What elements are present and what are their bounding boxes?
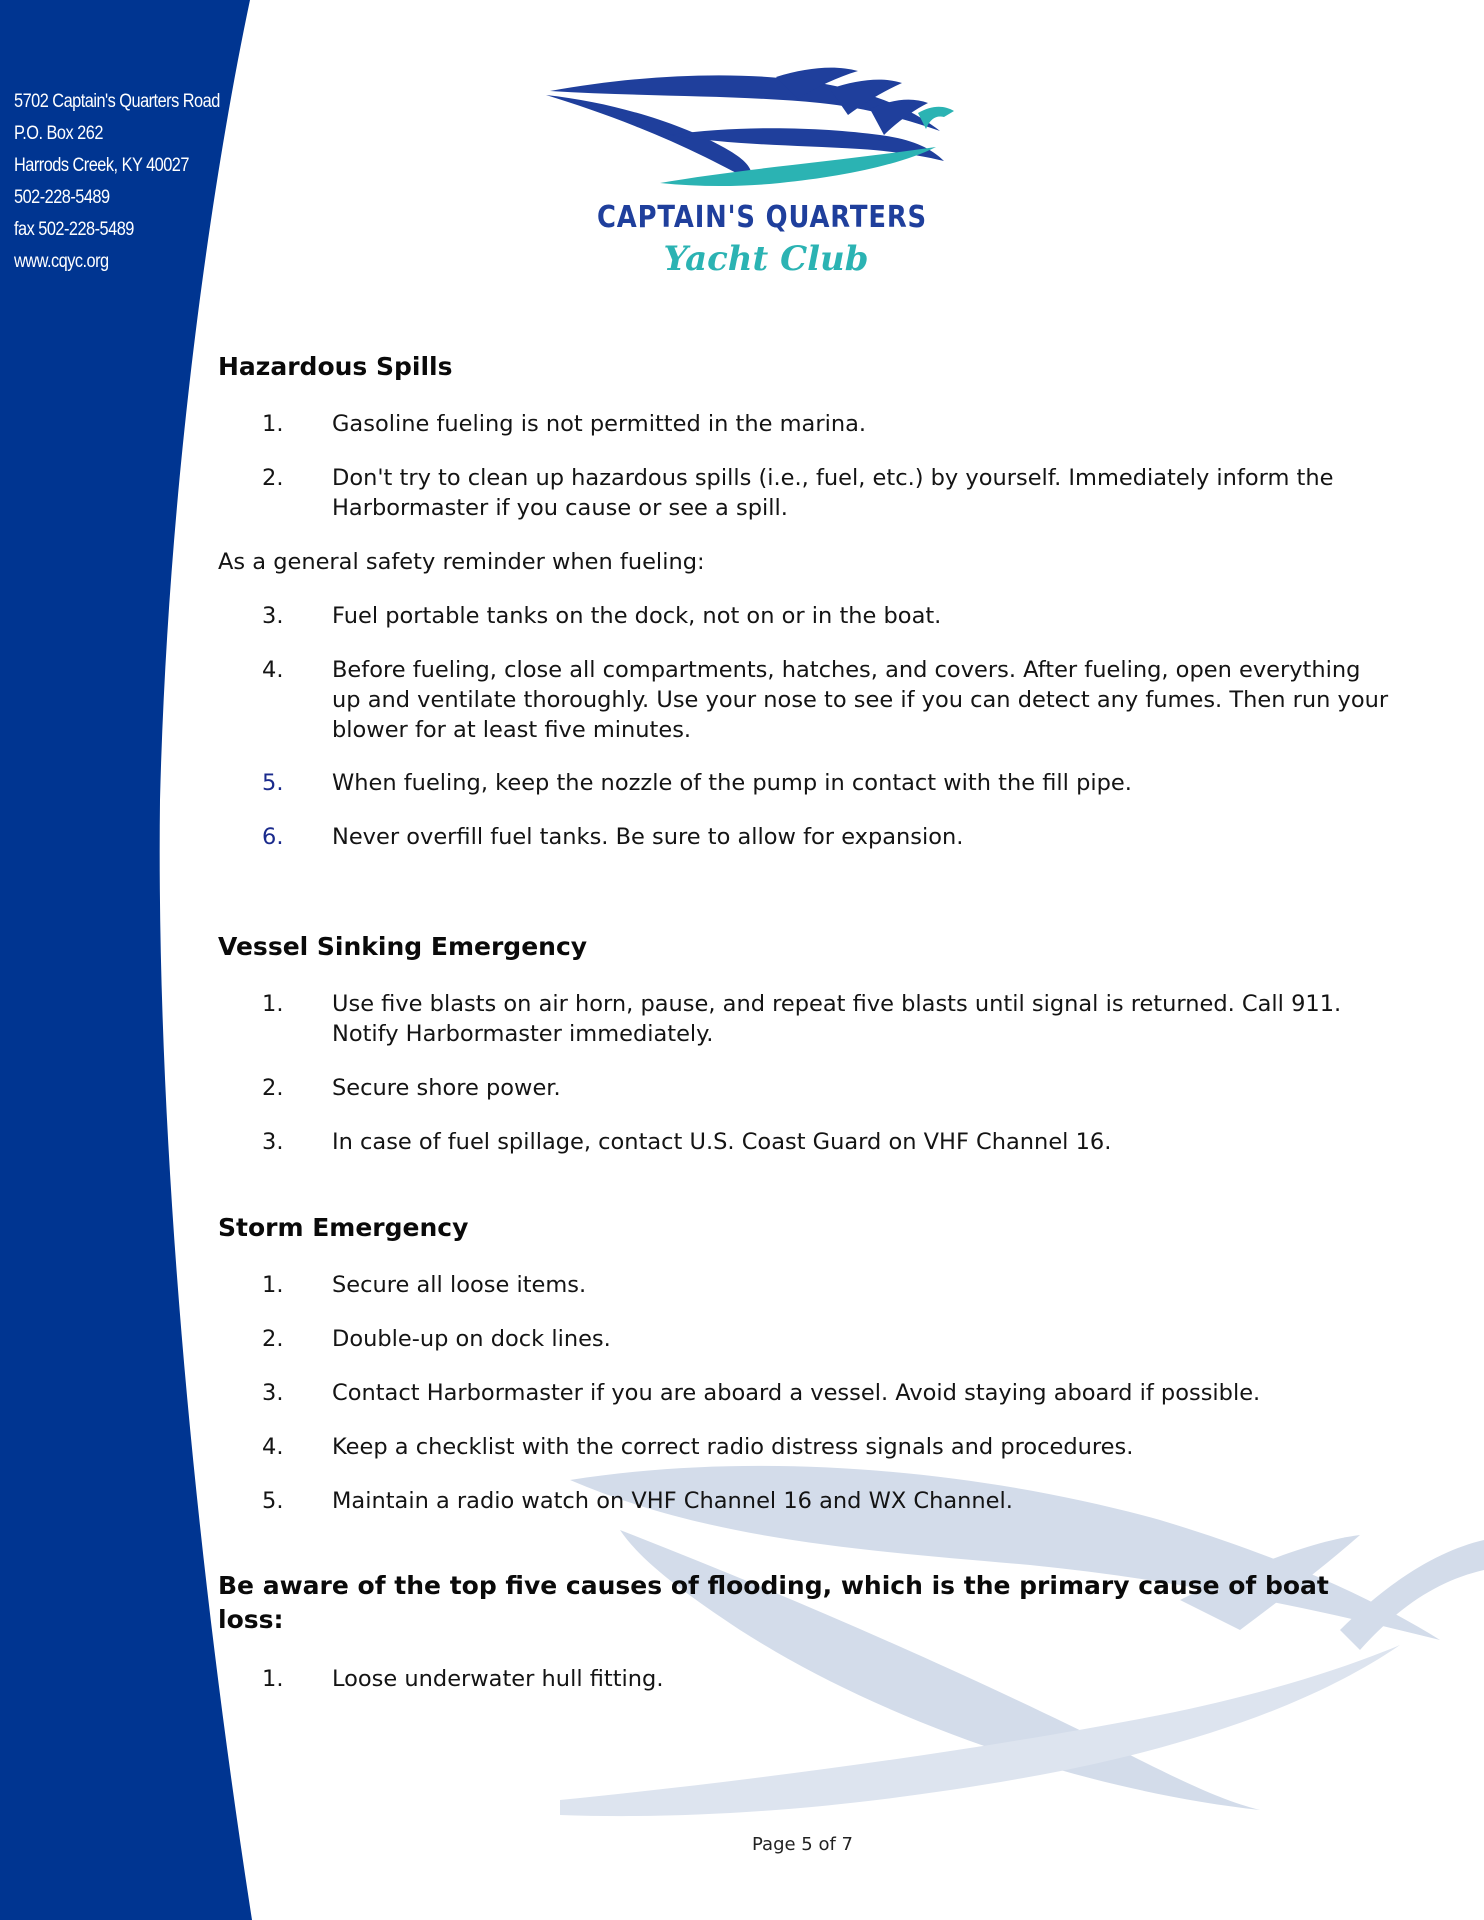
- address-po-box: P.O. Box 262: [14, 123, 103, 144]
- boat-watermark-icon: [560, 1460, 1484, 1860]
- page-number: Page 5 of 7: [752, 1834, 853, 1855]
- logo-line2: Yacht Club: [663, 239, 869, 279]
- yacht-club-logo: [540, 65, 980, 295]
- heading-vessel-sinking: Vessel Sinking Emergency: [218, 932, 588, 961]
- address-fax: fax 502-228-5489: [14, 219, 134, 240]
- logo-line1: CAPTAIN'S QUARTERS: [597, 200, 927, 235]
- heading-storm-emergency: Storm Emergency: [218, 1213, 469, 1242]
- address-phone: 502-228-5489: [14, 187, 110, 208]
- heading-flooding-causes: Be aware of the top five causes of flooding, which is the primary cause of boat loss:: [218, 1571, 1329, 1634]
- address-street: 5702 Captain's Quarters Road: [14, 91, 220, 112]
- boat-logo-icon: [546, 68, 954, 186]
- fueling-reminder-text: As a general safety reminder when fueling:: [218, 549, 705, 575]
- address-city: Harrods Creek, KY 40027: [14, 155, 189, 176]
- address-website: www.cqyc.org: [14, 251, 109, 272]
- club-address: [14, 86, 220, 278]
- heading-hazardous-spills: Hazardous Spills: [218, 352, 453, 381]
